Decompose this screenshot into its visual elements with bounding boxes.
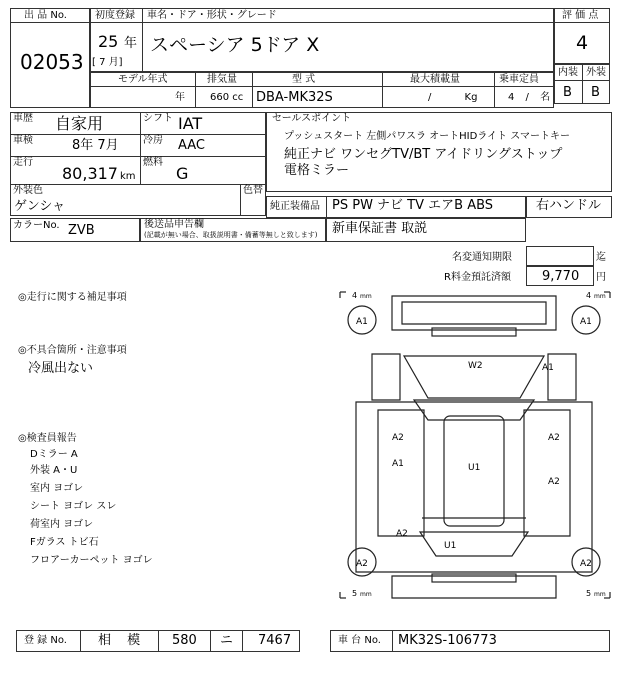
fuel-value: G	[176, 164, 189, 183]
tire-unit-front-right: mm	[594, 293, 606, 300]
tire-unit-front-left: mm	[360, 293, 372, 300]
inspector-item: 荷室内 ヨゴレ	[30, 519, 94, 530]
damage-mark: W2	[468, 361, 483, 371]
car-name: スペーシア 5ドア X	[150, 34, 320, 56]
damage-mark: A2	[580, 559, 592, 569]
lot-number: 02053	[20, 50, 84, 74]
tire-depth-front-left: 4	[352, 291, 358, 300]
car-name-label: 車名・ドア・形状・グレード	[147, 10, 277, 21]
damage-mark: A2	[392, 433, 404, 443]
color-no-value: ZVB	[68, 223, 95, 238]
registration-class: 580	[172, 633, 197, 648]
warranty-value: 新車保証書 取説	[332, 221, 428, 236]
tire-depth-rear-right: 5	[586, 589, 592, 598]
registration-kana: ニ	[220, 633, 234, 648]
score-value: 4	[576, 32, 589, 54]
damage-mark: A1	[392, 459, 404, 469]
shift-label: シフト	[143, 113, 173, 124]
defect-notes-text: 冷風出ない	[28, 361, 94, 376]
interior-grade: B	[563, 85, 572, 100]
shift-value: IAT	[178, 114, 203, 133]
damage-mark: A1	[580, 317, 592, 327]
sales-label: セールスポイント	[272, 113, 352, 124]
equip-label: 純正装備品	[270, 201, 320, 212]
displacement-label: 排気量	[207, 74, 237, 85]
lot-label: 出 品 No.	[24, 10, 67, 21]
damage-mark: A2	[356, 559, 368, 569]
score-label: 評 価 点	[562, 10, 599, 21]
type-label: 型 式	[292, 74, 316, 85]
exterior-grade: B	[591, 85, 600, 100]
damage-mark: U1	[468, 463, 481, 473]
damage-mark: A2	[548, 433, 560, 443]
max-load-label: 最大積載量	[410, 74, 460, 85]
registration-number: 7467	[258, 633, 292, 648]
damage-mark: A1	[542, 363, 554, 373]
ext-color-value: ゲンシャ	[14, 199, 66, 214]
first-reg-month: [ 7 月]	[92, 57, 123, 68]
inspection-value: 8年 7月	[72, 138, 119, 153]
history-value: 自家用	[55, 114, 104, 133]
first-reg-year-unit: 年	[124, 36, 138, 51]
color-no-label: カラーNo.	[13, 220, 60, 231]
damage-mark: A2	[548, 477, 560, 487]
model-year-unit: 年	[175, 92, 185, 103]
damage-mark: A2	[396, 529, 408, 539]
inspector-item: シート ヨゴレ スレ	[30, 501, 117, 512]
mileage-unit: km	[120, 171, 136, 182]
handle-value: 右ハンドル	[536, 198, 602, 213]
fuel-label: 燃料	[143, 157, 163, 168]
chassis-label: 車 台 No.	[338, 635, 381, 646]
damage-mark: A1	[356, 317, 368, 327]
inspector-item: Fガラス トビ石	[30, 537, 99, 548]
tire-unit-rear-right: mm	[594, 591, 606, 598]
deadline-label: 名変通知期限	[452, 252, 512, 263]
deadline-unit: 迄	[596, 252, 606, 263]
model-year-label: モデル年式	[118, 74, 168, 85]
later-items-note: (記載が無い場合、取扱説明書・備蓄等無しと致します)	[144, 231, 318, 239]
damage-mark: U1	[444, 541, 457, 551]
history-label: 車歴	[13, 113, 33, 124]
recycle-unit: 円	[596, 272, 606, 283]
registration-region: 相 模	[98, 633, 147, 648]
interior-label: 内装	[558, 67, 578, 78]
color-change-label: 色替	[243, 185, 263, 196]
mileage-label: 走行	[13, 157, 33, 168]
sales-line-2: 純正ナビ ワンセグTV/BT アイドリングストップ	[284, 147, 563, 162]
exterior-label: 外装	[586, 67, 606, 78]
capacity-value: 4 / 名	[508, 92, 551, 103]
later-items-label: 後送品申告欄	[144, 219, 204, 230]
max-load-value: / Kg	[428, 92, 478, 103]
inspector-item: フロアーカーペット ヨゴレ	[30, 555, 153, 566]
sales-line-1: プッシュスタート 左側パワスラ オートHIDライト スマートキー	[284, 131, 571, 142]
first-reg-year: 25	[98, 32, 119, 51]
recycle-label: R料金預託済額	[444, 272, 511, 283]
inspection-label: 車検	[13, 135, 33, 146]
sales-line-3: 電格ミラー	[284, 163, 350, 178]
inspector-item: 外装 A・U	[30, 465, 78, 476]
registration-label: 登 録 No.	[24, 635, 67, 646]
defect-notes-header: ◎不具合箇所・注意事項	[18, 345, 127, 356]
capacity-label: 乗車定員	[499, 74, 539, 85]
tire-depth-rear-left: 5	[352, 589, 358, 598]
ext-color-label: 外装色	[13, 185, 43, 196]
inspector-item: 室内 ヨゴレ	[30, 483, 84, 494]
ac-label: 冷房	[143, 135, 163, 146]
recycle-value: 9,770	[542, 269, 580, 284]
driving-notes-header: ◎走行に関する補足事項	[18, 292, 127, 303]
mileage-value: 80,317	[62, 164, 118, 183]
inspector-item: Dミラー A	[30, 449, 78, 460]
type-value: DBA-MK32S	[256, 90, 333, 105]
tire-unit-rear-left: mm	[360, 591, 372, 598]
ac-value: AAC	[178, 138, 205, 153]
equip-value: PS PW ナビ TV エアB ABS	[332, 198, 494, 213]
inspector-header: ◎検査員報告	[18, 433, 77, 444]
tire-depth-front-right: 4	[586, 291, 592, 300]
first-reg-label: 初度登録	[95, 10, 135, 21]
displacement-value: 660 cc	[210, 92, 244, 103]
chassis-number: MK32S-106773	[398, 633, 497, 648]
